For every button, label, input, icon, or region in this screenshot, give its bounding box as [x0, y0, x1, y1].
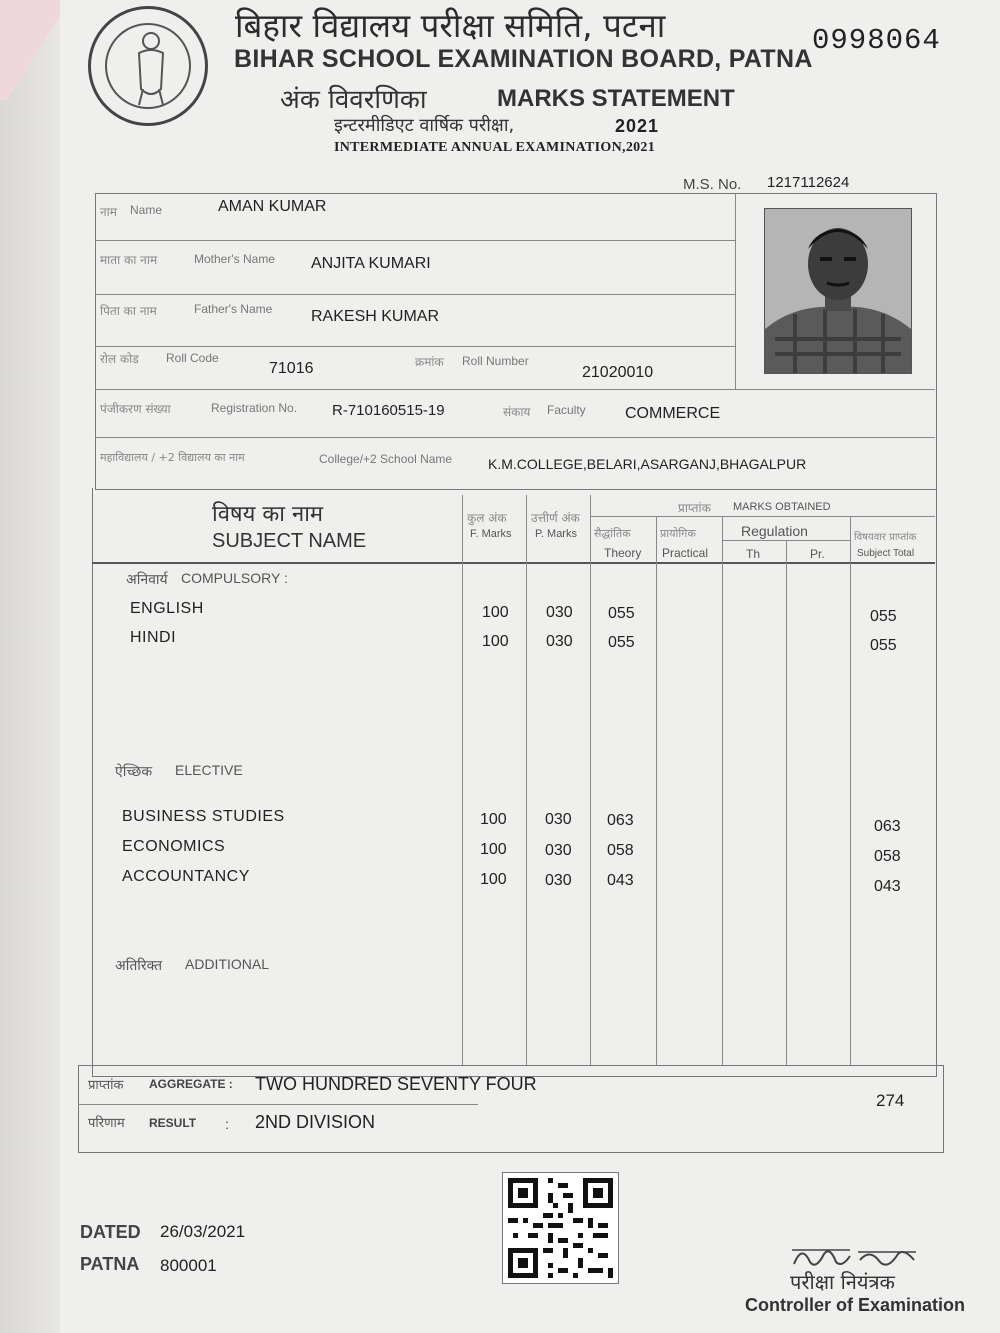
full-marks: 100 [480, 811, 507, 828]
theory-header-hindi: सैद्धांतिक [594, 527, 631, 540]
background-strip [0, 0, 60, 1333]
full-marks-header: F. Marks [470, 528, 512, 540]
ms-no-label: M.S. No. [683, 176, 742, 193]
pass-marks: 030 [546, 633, 573, 650]
pincode: 800001 [160, 1256, 217, 1275]
theory-marks: 055 [608, 605, 635, 622]
full-marks: 100 [480, 871, 507, 888]
full-marks: 100 [482, 633, 509, 650]
aggregate-label: AGGREGATE : [149, 1077, 233, 1091]
subject-total-header: Subject Total [857, 548, 915, 559]
name-label-hindi: नाम [100, 205, 117, 219]
statement-title-hindi: अंक विवरणिका [280, 85, 427, 115]
aggregate-words: TWO HUNDRED SEVENTY FOUR [255, 1074, 537, 1094]
roll-number: 21020010 [582, 364, 654, 381]
pass-marks: 030 [545, 811, 572, 828]
subject-name: ENGLISH [130, 600, 204, 617]
theory-marks: 058 [607, 842, 634, 859]
aggregate-total: 274 [876, 1091, 905, 1110]
student-photo [764, 208, 912, 374]
practical-header-hindi: प्रायोगिक [660, 527, 696, 540]
subject-name: BUSINESS STUDIES [122, 808, 285, 825]
subject-total: 063 [874, 818, 901, 835]
compulsory-label-hindi: अनिवार्य [126, 572, 168, 588]
faculty: COMMERCE [625, 405, 721, 422]
registration-label-hindi: पंजीकरण संख्या [100, 402, 171, 416]
mother-name: ANJITA KUMARI [311, 255, 431, 272]
subject-name: ACCOUNTANCY [122, 868, 250, 885]
college-label-hindi: महाविद्यालय / +2 विद्यालय का नाम [100, 451, 245, 464]
statement-title-english: MARKS STATEMENT [497, 85, 735, 112]
roll-number-label: Roll Number [462, 354, 529, 368]
theory-marks: 063 [607, 812, 634, 829]
marks-obtained-header: MARKS OBTAINED [733, 501, 831, 513]
exam-name-english: INTERMEDIATE ANNUAL EXAMINATION,2021 [334, 140, 656, 155]
roll-number-label-hindi: क्रमांक [415, 355, 444, 369]
board-name-hindi: बिहार विद्यालय परीक्षा समिति, पटना [235, 6, 666, 45]
registration-label: Registration No. [211, 401, 298, 415]
subject-total: 043 [874, 878, 901, 895]
subject-header: SUBJECT NAME [212, 530, 367, 552]
exam-year: 2021 [615, 116, 660, 136]
name-label: Name [130, 203, 163, 217]
result-separator: : [225, 1116, 229, 1132]
roll-code-label: Roll Code [166, 351, 219, 365]
elective-label-hindi: ऐच्छिक [115, 764, 153, 780]
controller-title-hindi: परीक्षा नियंत्रक [790, 1270, 895, 1294]
student-name: AMAN KUMAR [218, 198, 327, 215]
mother-label-hindi: माता का नाम [100, 253, 158, 267]
faculty-label: Faculty [547, 403, 586, 417]
regulation-practical-header: Pr. [810, 547, 825, 561]
subject-header-hindi: विषय का नाम [212, 502, 324, 527]
result-value: 2ND DIVISION [255, 1112, 376, 1132]
roll-code-label-hindi: रोल कोड [100, 352, 139, 366]
father-name: RAKESH KUMAR [311, 308, 440, 325]
pass-marks-header: P. Marks [535, 528, 577, 540]
practical-header: Practical [662, 546, 709, 560]
faculty-label-hindi: संकाय [503, 405, 531, 419]
subject-total: 055 [870, 608, 897, 625]
regulation-theory-header: Th [746, 547, 761, 561]
board-name-english: BIHAR SCHOOL EXAMINATION BOARD, PATNA [234, 45, 813, 73]
pass-marks: 030 [545, 872, 572, 889]
father-label-hindi: पिता का नाम [100, 304, 157, 318]
father-label: Father's Name [194, 302, 273, 316]
board-emblem-icon [88, 6, 208, 126]
result-label: RESULT [149, 1116, 197, 1130]
additional-label-hindi: अतिरिक्त [115, 958, 163, 974]
roll-code: 71016 [269, 360, 314, 377]
ms-no-value: 1217112624 [767, 174, 850, 191]
qr-code-icon [502, 1172, 619, 1284]
serial-number: 0998064 [812, 24, 941, 57]
full-marks-header-hindi: कुल अंक [467, 511, 507, 525]
additional-label: ADDITIONAL [185, 956, 270, 972]
subject-total: 055 [870, 637, 897, 654]
subject-name: HINDI [130, 629, 177, 646]
compulsory-label: COMPULSORY : [181, 570, 288, 586]
marks-obtained-header-hindi: प्राप्तांक [678, 501, 711, 515]
registration-number: R-710160515-19 [332, 402, 445, 419]
theory-marks: 043 [607, 872, 634, 889]
pass-marks: 030 [545, 842, 572, 859]
full-marks: 100 [482, 604, 509, 621]
exam-name-hindi: इन्टरमीडिएट वार्षिक परीक्षा, [334, 115, 515, 136]
elective-label: ELECTIVE [175, 762, 243, 778]
result-label-hindi: परिणाम [88, 1116, 125, 1131]
regulation-header: Regulation [741, 523, 808, 539]
mother-label: Mother's Name [194, 252, 275, 266]
pass-marks: 030 [546, 604, 573, 621]
subject-total-header-hindi: विषयवार प्राप्तांक [854, 532, 917, 543]
college-label: College/+2 School Name [319, 452, 453, 466]
pass-marks-header-hindi: उत्तीर्ण अंक [531, 511, 580, 525]
place-label: PATNA [80, 1254, 140, 1274]
theory-marks: 055 [608, 634, 635, 651]
aggregate-label-hindi: प्राप्तांक [88, 1078, 124, 1093]
dated-label: DATED [80, 1222, 141, 1242]
subject-total: 058 [874, 848, 901, 865]
college-name: K.M.COLLEGE,BELARI,ASARGANJ,BHAGALPUR [488, 456, 807, 472]
issue-date: 26/03/2021 [160, 1222, 246, 1241]
controller-title: Controller of Examination [745, 1295, 966, 1315]
subject-name: ECONOMICS [122, 838, 226, 855]
theory-header: Theory [604, 546, 642, 560]
full-marks: 100 [480, 841, 507, 858]
